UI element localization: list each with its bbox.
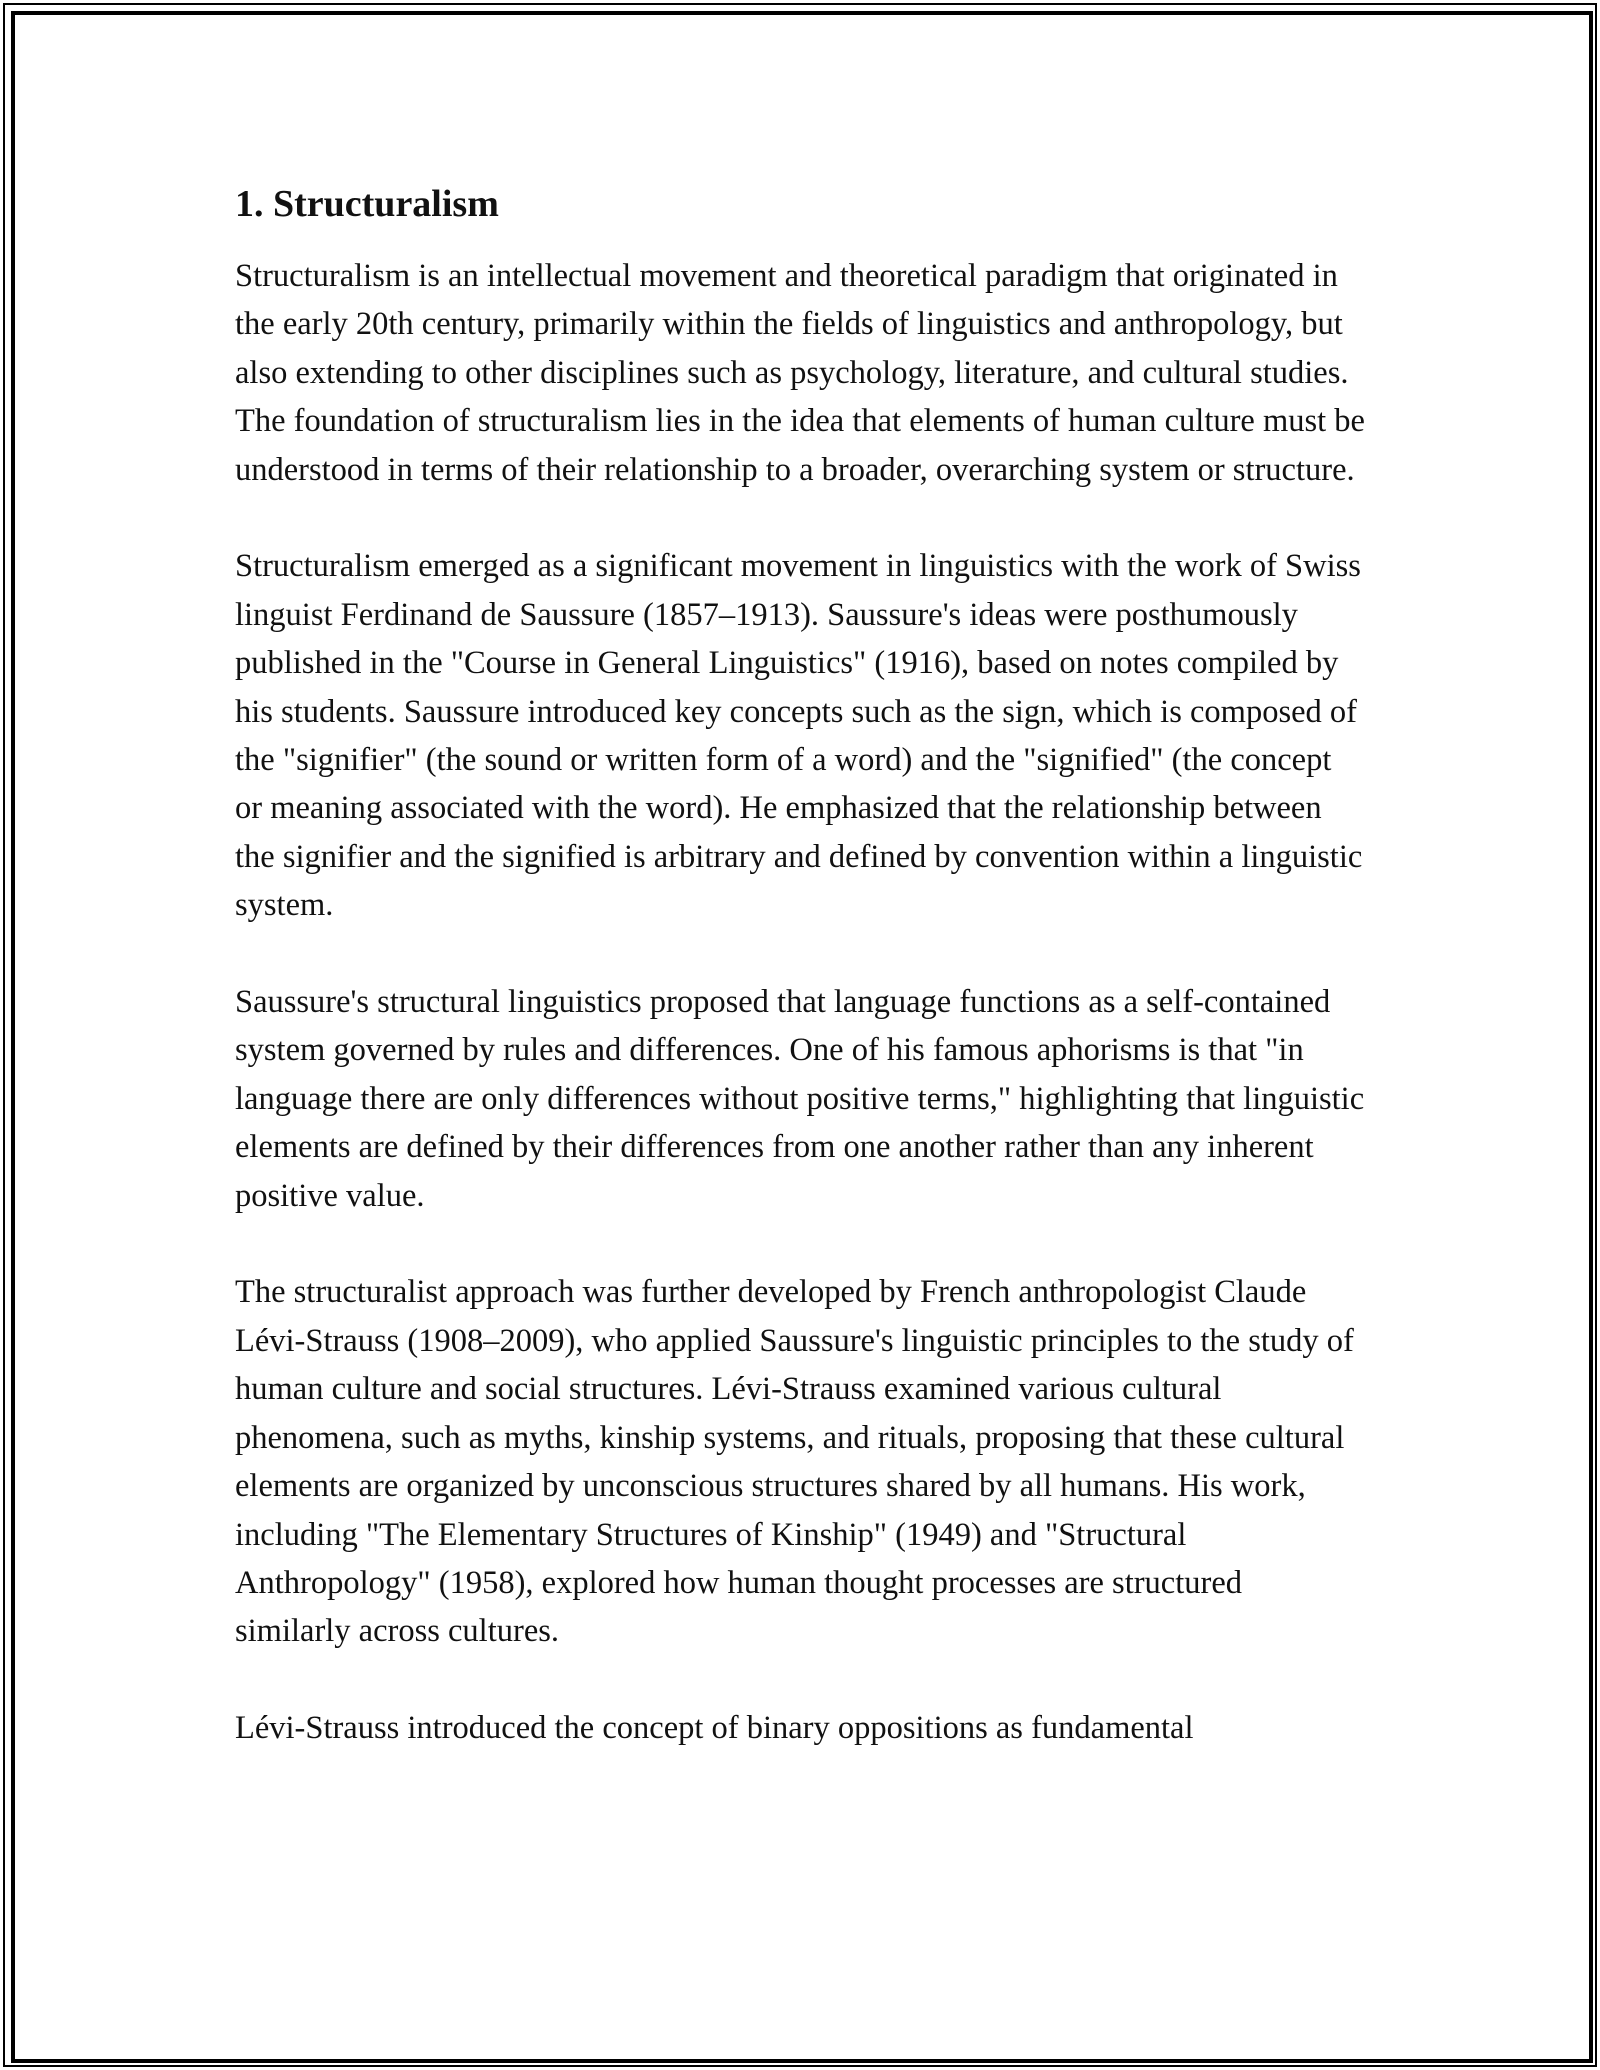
paragraph-binary-oppositions: Lévi-Strauss introduced the concept of binary oppositions as fundamental [235,1710,1194,1747]
paragraph-structural-linguistics: Saussure's structural linguistics proposed that language functions as a self-contained system governed by rules and differences. One of his famous aphorisms is that "in language there are only differences without positive terms," highlighting that linguistic elements are defined by their differences from one another rather than any inherent positive value. [235,984,1365,1214]
section-heading: 1. Structuralism [235,183,499,225]
paragraph-intro: Structuralism is an intellectual movement and theoretical paradigm that originated in the early 20th century, primarily within the fields of linguistics and anthropology, but also extending to other disciplines such as psychology, literature, and cultural studies. The foundation of structuralism lies in the idea that elements of human culture must be understood in terms of their relationship to a broader, overarching system or structure. [235,258,1365,488]
paragraph-saussure: Structuralism emerged as a significant movement in linguistics with the work of Swiss linguist Ferdinand de Saussure (1857–1913). Saussure's ideas were posthumously published in the "Course in General Linguistics" (1916), based on notes compiled by his students. Saussure introduced key concepts such as the sign, which is composed of the "signifier" (the sound or written form of a word) and the "signified" (the concept or meaning associated with the word). He emphasized that the relationship between the signifier and the signified is arbitrary and defined by convention within a linguistic system. [235,548,1363,924]
paragraph-levi-strauss: The structuralist approach was further developed by French anthropologist Claude Lévi-Strauss (1908–2009), who applied Saussure's linguistic principles to the study of human culture and social structures. Lévi-Strauss examined various cultural phenomena, such as myths, kinship systems, and rituals, proposing that these cultural elements are organized by unconscious structures shared by all humans. His work, including "The Elementary Structures of Kinship" (1949) and "Structural Anthropology" (1958), explored how human thought processes are structured similarly across cultures. [235,1274,1354,1650]
document-body [235,180,1365,1801]
